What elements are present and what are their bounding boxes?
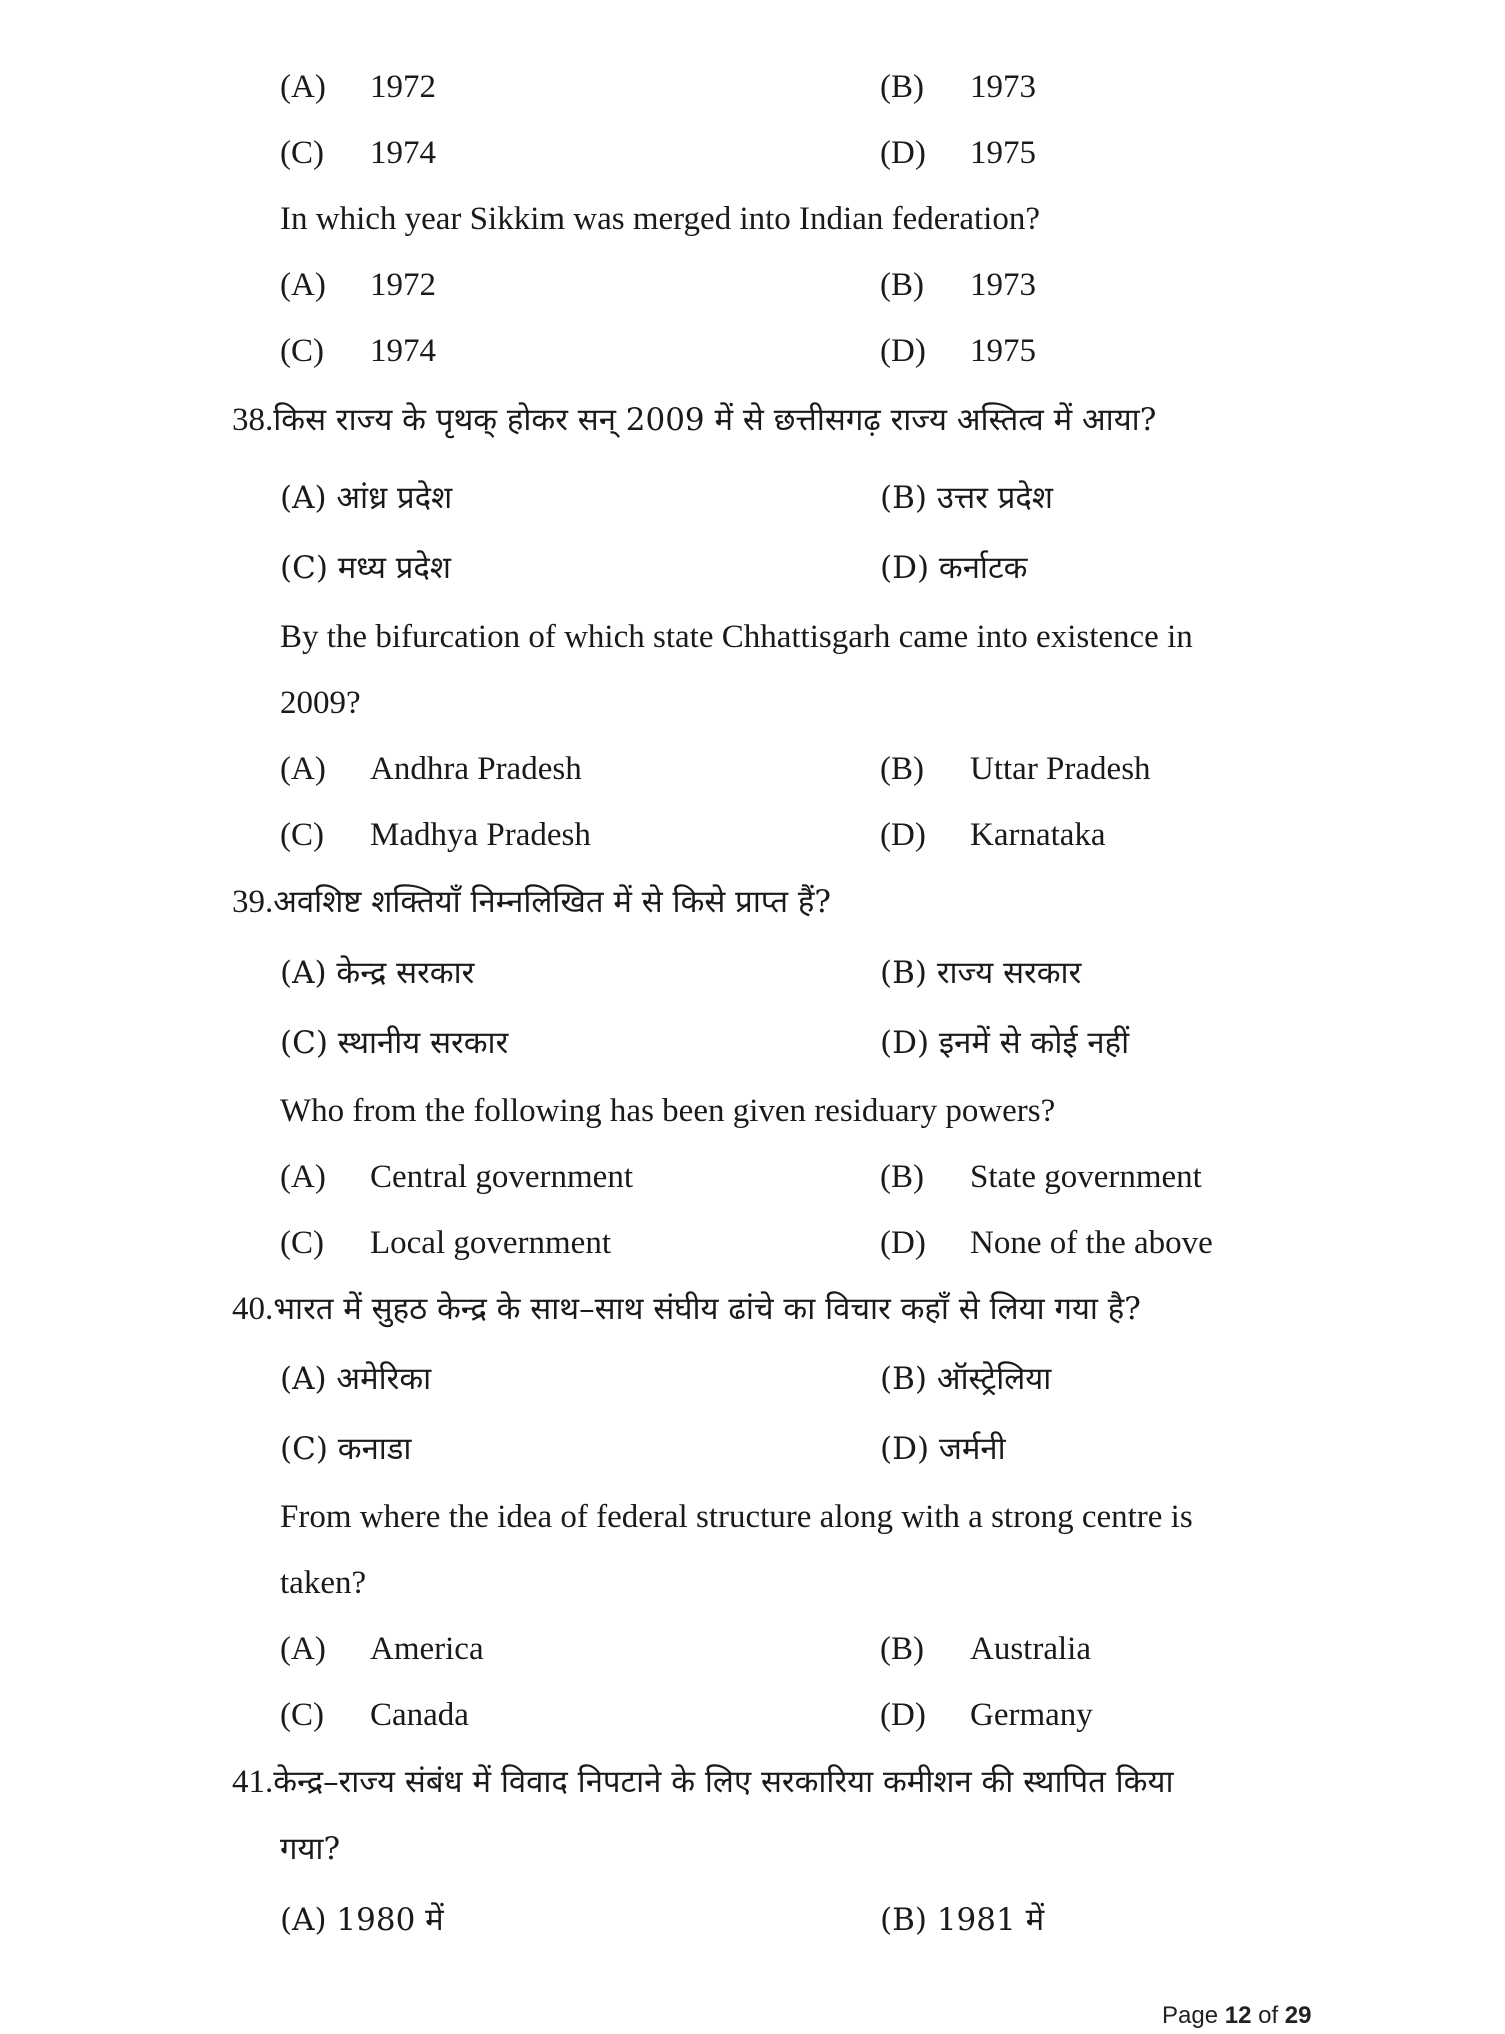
question-hindi (232, 1289, 1141, 1329)
option-text: Andhra Pradesh (370, 751, 582, 787)
answer-option (880, 815, 1106, 855)
answer-option (880, 67, 1036, 107)
option-label: (D) (880, 333, 926, 369)
question-number: 41. (232, 1764, 274, 1800)
option-label: (D) (880, 135, 926, 171)
question-hindi (232, 400, 1156, 440)
answer-option (880, 331, 1036, 371)
answer-option-hindi: (B) उत्तर प्रदेश (880, 480, 1053, 516)
option-label: (B) (880, 1159, 924, 1195)
question-text-english: taken? (280, 1565, 367, 1601)
answer-option-hindi: (C) स्थानीय सरकार (280, 1025, 509, 1061)
answer-option-hindi: (C) कनाडा (280, 1431, 412, 1467)
question-text-hindi: भारत में सुहठ केन्द्र के साथ–साथ संघीय ढांचे का विचार कहाँ से लिया गया है? (273, 1291, 1141, 1327)
answer-option-hindi: (D) इनमें से कोई नहीं (880, 1025, 1130, 1061)
answer-option (280, 331, 436, 371)
answer-option (280, 1223, 611, 1263)
answer-option (280, 1695, 469, 1735)
answer-option (280, 815, 591, 855)
option-label: (A) (280, 1159, 326, 1195)
option-text: Central government (370, 1159, 634, 1195)
question-text-hindi: गया? (280, 1831, 341, 1867)
question-text-english: Who from the following has been given residuary powers? (280, 1093, 1056, 1129)
answer-option-hindi: (A) 1980 में (280, 1902, 444, 1938)
option-text: Australia (970, 1631, 1091, 1667)
option-label: (D) (880, 817, 926, 853)
option-text: Karnataka (970, 817, 1106, 853)
question-text-hindi: किस राज्य के पृथक् होकर सन् 2009 में से छत्तीसगढ़ राज्य अस्तित्व में आया? (273, 402, 1157, 438)
option-label: (B) (880, 751, 924, 787)
option-text: Canada (370, 1697, 469, 1733)
question-hindi (232, 1762, 1173, 1802)
answer-option-hindi: (B) राज्य सरकार (880, 955, 1082, 991)
footer-page-number: 12 (1224, 2002, 1252, 2029)
question-text-hindi: केन्द्र–राज्य संबंध में विवाद निपटाने के लिए सरकारिया कमीशन की स्थापित किया (273, 1764, 1174, 1800)
option-text: State government (970, 1159, 1202, 1195)
answer-option (880, 1223, 1213, 1263)
answer-option (280, 133, 436, 173)
answer-option (280, 1157, 633, 1197)
option-label: (A) (280, 751, 326, 787)
option-label: (A) (280, 267, 326, 303)
answer-option (880, 749, 1151, 789)
question-text-english: In which year Sikkim was merged into Indian federation? (280, 201, 1040, 237)
footer-total-pages: 29 (1284, 2002, 1312, 2029)
answer-option-hindi: (C) मध्य प्रदेश (280, 550, 451, 586)
option-label: (B) (880, 1631, 924, 1667)
question-number: 40. (232, 1291, 274, 1327)
answer-option (880, 1695, 1093, 1735)
option-label: (C) (280, 135, 324, 171)
question-hindi (232, 882, 831, 922)
option-text: 1972 (370, 267, 436, 303)
option-text: Madhya Pradesh (370, 817, 591, 853)
option-text: 1973 (970, 267, 1036, 303)
answer-option (880, 1157, 1202, 1197)
answer-option (280, 749, 582, 789)
option-text: 1975 (970, 333, 1036, 369)
answer-option (280, 67, 436, 107)
question-text-english: 2009? (280, 685, 361, 721)
option-text: America (370, 1631, 484, 1667)
answer-option-hindi: (A) अमेरिका (280, 1361, 432, 1397)
option-text: Local government (370, 1225, 611, 1261)
answer-option (280, 265, 436, 305)
option-text: 1974 (370, 135, 436, 171)
answer-option-hindi: (D) जर्मनी (880, 1431, 1006, 1467)
option-text: 1975 (970, 135, 1036, 171)
answer-option (880, 1629, 1091, 1669)
option-text: None of the above (970, 1225, 1213, 1261)
question-number: 39. (232, 884, 274, 920)
option-label: (A) (280, 69, 326, 105)
option-text: 1973 (970, 69, 1036, 105)
question-text-english: By the bifurcation of which state Chhattisgarh came into existence in (280, 619, 1193, 655)
question-text-hindi: अवशिष्ट शक्तियाँ निम्नलिखित में से किसे प्राप्त हैं? (273, 884, 832, 920)
option-label: (B) (880, 267, 924, 303)
option-label: (B) (880, 69, 924, 105)
option-label: (A) (280, 1631, 326, 1667)
option-text: Germany (970, 1697, 1093, 1733)
answer-option-hindi: (B) ऑस्ट्रेलिया (880, 1361, 1052, 1397)
option-label: (D) (880, 1697, 926, 1733)
footer-prefix: Page (1162, 2002, 1225, 2029)
answer-option-hindi: (A) केन्द्र सरकार (280, 955, 475, 991)
option-text: Uttar Pradesh (970, 751, 1151, 787)
answer-option-hindi: (B) 1981 में (880, 1902, 1045, 1938)
answer-option-hindi: (A) आंध्र प्रदेश (280, 480, 453, 516)
question-text-english: From where the idea of federal structure along with a strong centre is (280, 1499, 1193, 1535)
option-label: (D) (880, 1225, 926, 1261)
option-label: (C) (280, 1225, 324, 1261)
option-label: (C) (280, 817, 324, 853)
footer-of: of (1251, 2002, 1285, 2029)
option-text: 1974 (370, 333, 436, 369)
option-label: (C) (280, 1697, 324, 1733)
answer-option (880, 133, 1036, 173)
answer-option-hindi: (D) कर्नाटक (880, 550, 1028, 586)
option-text: 1972 (370, 69, 436, 105)
question-number: 38. (232, 402, 274, 438)
answer-option (280, 1629, 484, 1669)
option-label: (C) (280, 333, 324, 369)
page-footer (1162, 2002, 1311, 2030)
answer-option (880, 265, 1036, 305)
